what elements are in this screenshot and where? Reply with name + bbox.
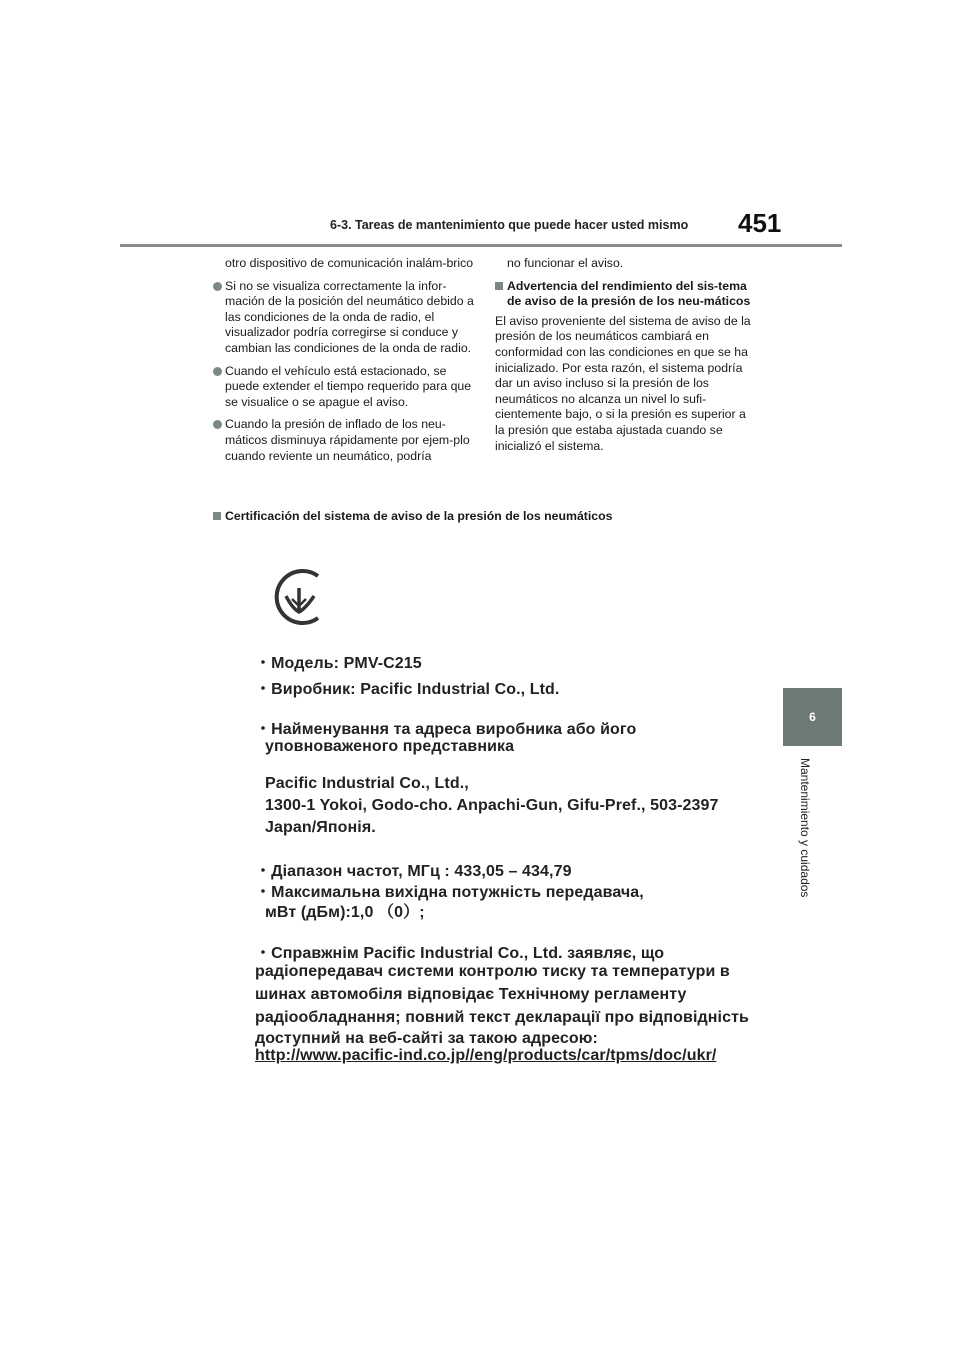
cert-power-value: мВт (дБм):1,0 （0）; [265,904,425,921]
section-title: Advertencia del rendimiento del sis-tema de aviso de la presión de los neu-máticos [507,278,751,309]
cert-declaration-line: доступний на веб-сайті за такою адресою: [255,1030,598,1047]
cert-frequency: ・Діапазон частот, МГц : 433,05 – 434,79 [255,863,572,880]
section-body: El aviso proveniente del sistema de aviso de la presión de los neumáticos cambiará en conformidad con las condiciones en que se ha inicializado. Por esta razón, el sistema podría dar un aviso incluso si la presión de los neumáticos no alcanza un nivel lo sufi-cientemente bajo, o si la presión es superior a la presión que estaba ajustada cuando se inicializó el sistema. [495,313,751,453]
cert-url-link[interactable]: http://www.pacific-ind.co.jp//eng/products/car/tpms/doc/ukr/ [255,1047,717,1064]
cert-declaration-line: шинах автомобіля відповідає Технічному регламенту [255,986,687,1003]
square-bullet-icon [495,282,503,290]
bullet-text: Cuando el vehículo está estacionado, se puede extender el tiempo requerido para que se visualice o se apague el aviso. [225,363,472,409]
continuation-text: otro dispositivo de comunicación inalám-brico [225,256,474,270]
continuation-text: no funcionar el aviso. [507,256,624,270]
cert-representative-title: ・Найменування та адреса виробника або його [255,721,637,738]
bullet-dot-icon [213,420,222,429]
page-number: 451 [738,208,782,238]
header-divider [120,244,842,247]
certification-title: Certificación del sistema de aviso de la presión de los neumáticos [225,509,613,523]
bullet-item [213,364,478,411]
cert-declaration-line: радіообладнання; повний текст декларації про відповідність [255,1009,749,1026]
cert-manufacturer: ・Виробник: Pacific Industrial Co., Ltd. [255,681,560,698]
ukraine-conformity-mark-icon [268,566,330,628]
cert-country: Japan/Японія. [265,819,376,836]
cert-model: ・Модель: PMV-C215 [255,655,422,672]
bullet-text: Si no se visualiza correctamente la infor-mación de la posición del neumático debido a las condiciones de la onda de radio, el visualizador podría corregirse si conduce y cambian las condiciones de la onda de radio. [225,278,474,355]
left-column [213,256,478,471]
chapter-label: Mantenimiento y cuidados [798,758,812,898]
cert-representative-title-cont: уповноваженого представника [265,738,515,755]
right-column [495,256,757,461]
chapter-tab [783,688,842,746]
cert-declaration-line: радіопередавач системи контролю тиску та температури в [255,963,730,980]
cert-address: 1300-1 Yokoi, Godo-cho. Anpachi-Gun, Gifu-Pref., 503-2397 [265,797,719,814]
section-heading [495,279,757,310]
certification-heading [213,509,612,523]
bullet-item [213,417,478,464]
bullet-dot-icon [213,282,222,291]
bullet-item [213,279,478,357]
cert-declaration: ・Справжнім Pacific Industrial Co., Ltd. заявляє, що [255,945,665,962]
bullet-dot-icon [213,367,222,376]
cert-company: Pacific Industrial Co., Ltd., [265,775,469,792]
chapter-number: 6 [809,710,816,724]
cert-power: ・Максимальна вихідна потужність передавача, [255,884,644,901]
bullet-text: Cuando la presión de inflado de los neu-máticos disminuya rápidamente por ejem-plo cuando reviente un neumático, podría [225,417,470,463]
square-bullet-icon [213,512,221,520]
running-header: 6-3. Tareas de mantenimiento que puede hacer usted mismo [330,218,689,232]
